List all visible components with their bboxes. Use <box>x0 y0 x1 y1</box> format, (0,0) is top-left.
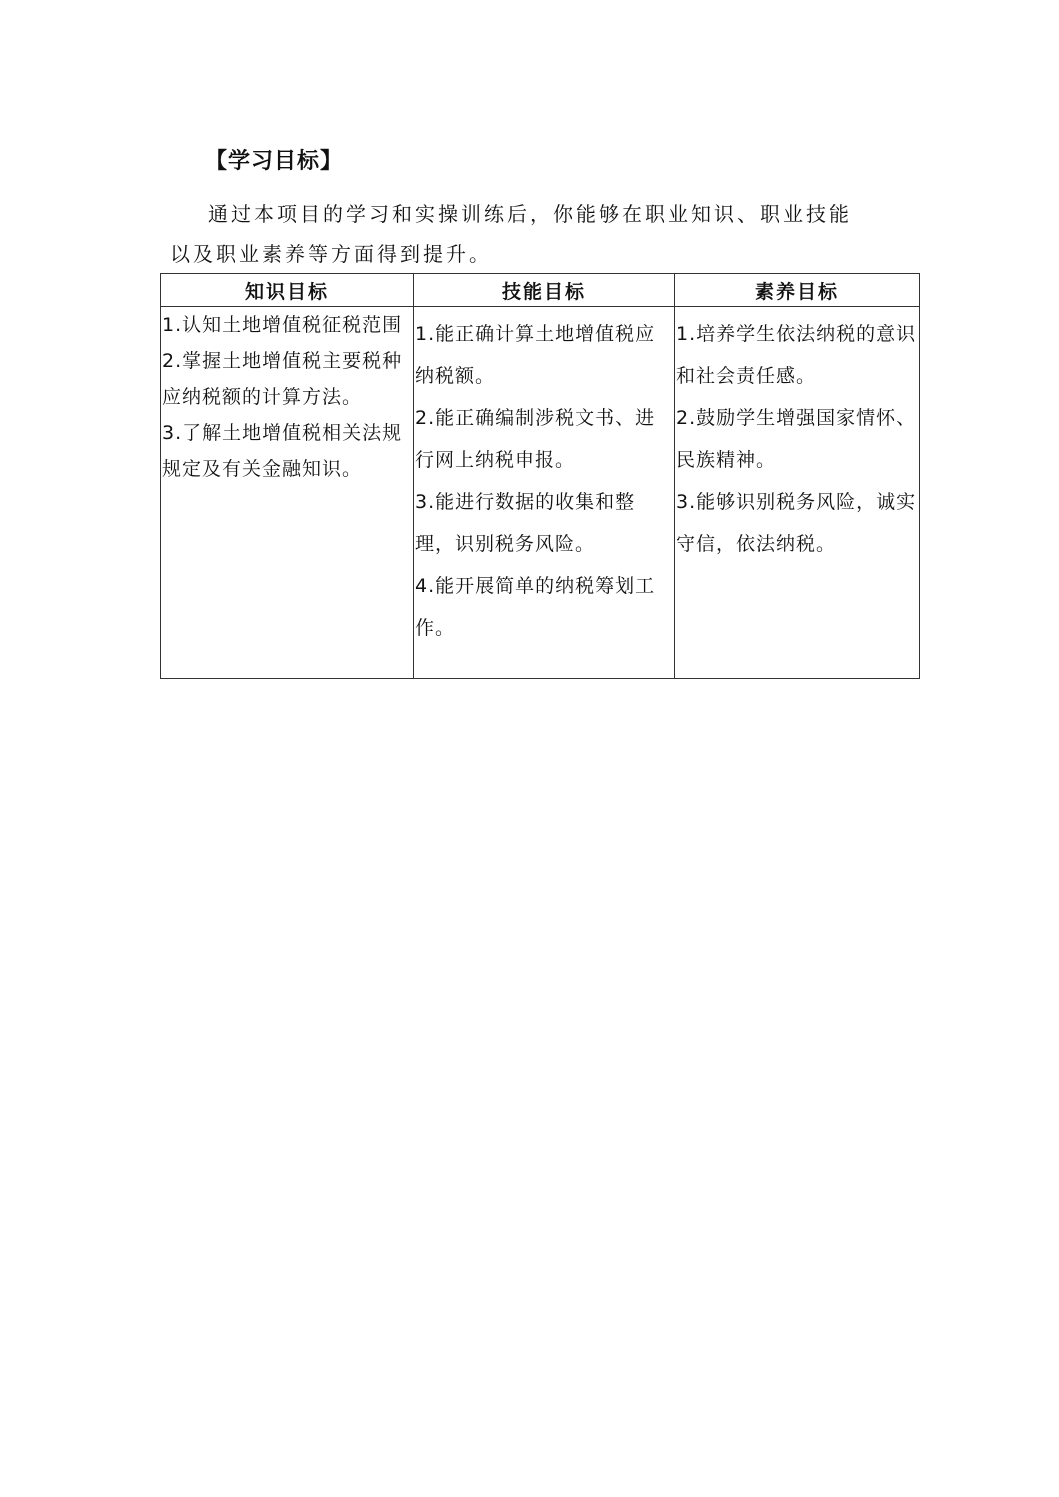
table-body-row <box>161 307 920 679</box>
intro-paragraph <box>170 194 870 274</box>
knowledge-goal-item: 1.认知土地增值税征税范围 <box>162 314 403 336</box>
skill-goal-item: 1.能正确计算土地增值税应纳税额。 <box>415 323 656 387</box>
skill-goal-item: 2.能正确编制涉税文书、进行网上纳税申报。 <box>415 407 656 471</box>
header-skill-goals: 技能目标 <box>414 274 675 307</box>
skill-goal-item: 3.能进行数据的收集和整理，识别税务风险。 <box>415 491 636 555</box>
header-knowledge-goals: 知识目标 <box>161 274 414 307</box>
knowledge-goals-cell <box>161 307 414 679</box>
intro-line-1: 通过本项目的学习和实操训练后，你能够在职业知识、职业技能 <box>208 202 852 226</box>
skill-goal-item: 4.能开展简单的纳税筹划工作。 <box>415 575 656 639</box>
header-literacy-goals: 素养目标 <box>675 274 920 307</box>
skill-goals-list <box>414 307 674 649</box>
intro-line-2: 以及职业素养等方面得到提升。 <box>170 242 492 266</box>
literacy-goal-item: 3.能够识别税务风险，诚实守信，依法纳税。 <box>676 491 917 555</box>
literacy-goals-list <box>675 307 919 565</box>
section-heading: 【学习目标】 <box>205 149 344 174</box>
literacy-goals-cell <box>675 307 920 679</box>
skill-goals-cell <box>414 307 675 679</box>
learning-goals-table <box>160 273 920 679</box>
knowledge-goals-list <box>161 307 413 487</box>
knowledge-goal-item: 2.掌握土地增值税主要税种应纳税额的计算方法。 <box>162 350 403 408</box>
knowledge-goal-item: 3.了解土地增值税相关法规规定及有关金融知识。 <box>162 422 403 480</box>
table-header-row <box>161 274 920 307</box>
literacy-goal-item: 1.培养学生依法纳税的意识和社会责任感。 <box>676 323 917 387</box>
literacy-goal-item: 2.鼓励学生增强国家情怀、民族精神。 <box>676 407 917 471</box>
